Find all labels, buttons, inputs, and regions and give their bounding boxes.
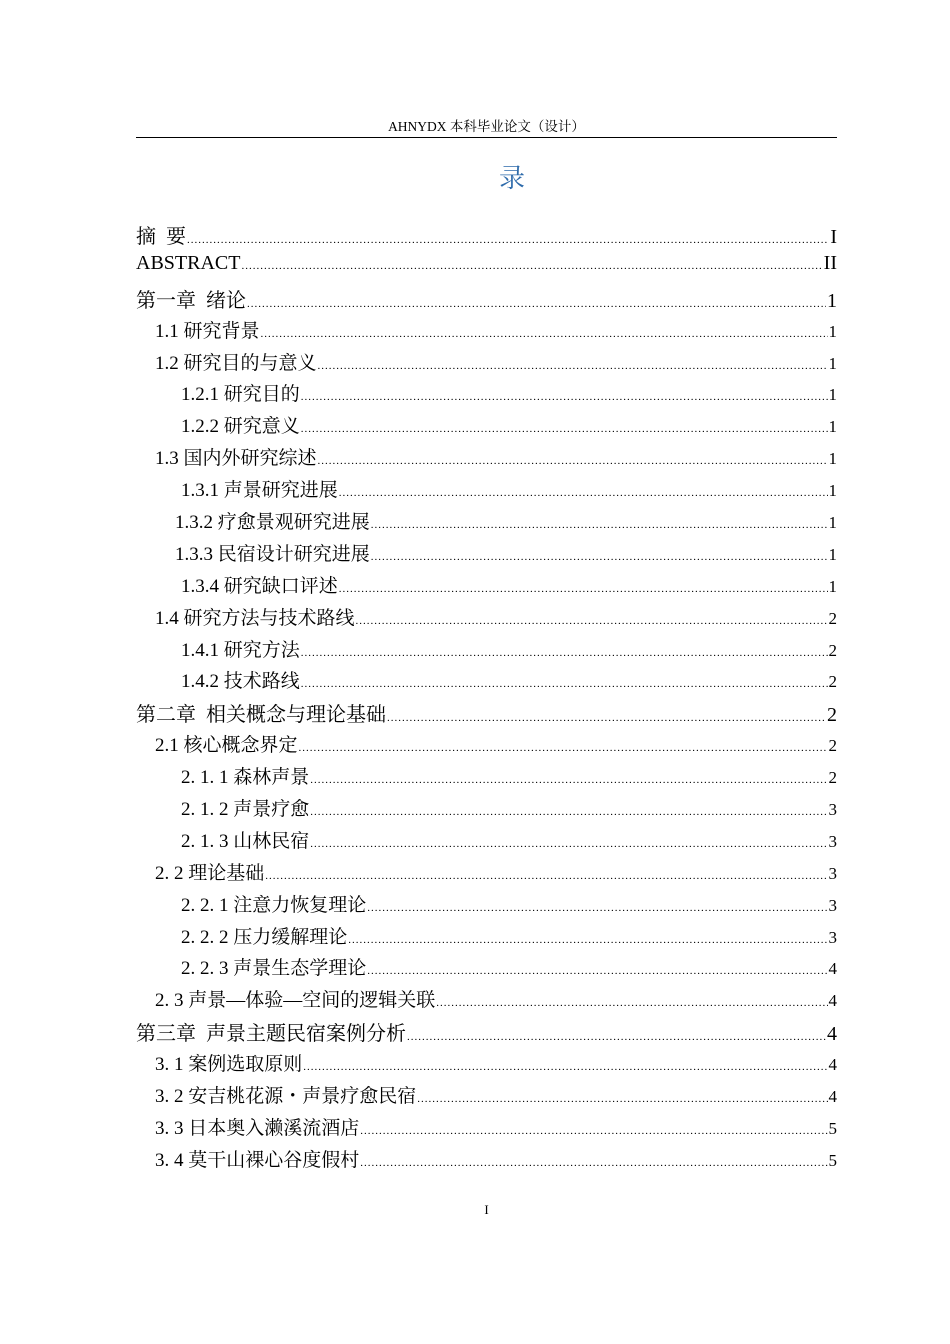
toc-entry-page: 1	[828, 513, 837, 533]
toc-entry-page: 2	[828, 640, 837, 660]
page-header: AHNYDX 本科毕业论文（设计）	[388, 119, 585, 134]
toc-entry-page: 1	[828, 417, 837, 437]
dot-leader	[247, 298, 826, 310]
toc-entry-page: 1	[828, 449, 837, 469]
toc-entry-1-3-2[interactable]	[136, 507, 837, 539]
dot-leader	[367, 965, 827, 977]
toc-entry-page: 4	[828, 1087, 837, 1107]
toc-entry-1-4[interactable]	[136, 603, 837, 635]
toc-entry-label: 1.2 研究目的与意义	[155, 352, 317, 374]
toc-entry-page: 4	[828, 959, 837, 979]
toc-entry-label: 2. 1. 2 声景疗愈	[181, 799, 310, 821]
toc-entry-label: 2. 1. 1 森林声景	[181, 767, 310, 789]
toc-entry-2-3[interactable]	[136, 985, 837, 1017]
dot-leader	[417, 1093, 827, 1105]
toc-entry-label: 1.3 国内外研究综述	[155, 448, 317, 470]
dot-leader	[360, 1157, 827, 1169]
toc-entry-1-3-4[interactable]	[136, 571, 837, 603]
dot-leader	[339, 583, 828, 595]
toc-entry-label: 摘 要	[136, 226, 186, 248]
dot-leader	[301, 647, 828, 659]
toc-entry-page: 1	[828, 576, 837, 596]
toc-entry-abstract-cn[interactable]	[136, 220, 837, 252]
dot-leader	[265, 870, 827, 882]
dot-leader	[301, 391, 828, 403]
toc-entry-label: 1.3.4 研究缺口评述	[181, 575, 338, 597]
header-rule	[136, 137, 837, 138]
toc-entry-2-2-3[interactable]	[136, 953, 837, 985]
toc-entry-chapter-2[interactable]	[136, 698, 837, 730]
dot-leader	[301, 678, 828, 690]
toc-entry-page: 1	[827, 289, 837, 312]
toc-entry-2-1[interactable]	[136, 730, 837, 762]
toc-entry-1-2-2[interactable]	[136, 411, 837, 443]
toc-entry-2-2[interactable]	[136, 858, 837, 890]
toc-entry-label: 1.3.2 疗愈景观研究进展	[175, 512, 370, 534]
dot-leader	[371, 519, 828, 531]
toc-entry-page: 3	[828, 831, 837, 851]
toc-entry-label: 2. 2. 1 注意力恢复理论	[181, 894, 367, 916]
dot-leader	[356, 615, 828, 627]
toc-entry-page: 2	[828, 768, 837, 788]
toc-entry-label: 2. 2. 2 压力缓解理论	[181, 926, 348, 948]
toc-entry-2-1-2[interactable]	[136, 794, 837, 826]
dot-leader	[348, 934, 827, 946]
toc-entry-chapter-3[interactable]	[136, 1017, 837, 1049]
toc-entry-page: 2	[828, 736, 837, 756]
toc-entry-page: 1	[828, 481, 837, 501]
dot-leader	[261, 328, 828, 340]
toc-entry-1-4-2[interactable]	[136, 666, 837, 698]
toc-entry-2-2-1[interactable]	[136, 890, 837, 922]
toc-entry-1-4-1[interactable]	[136, 635, 837, 667]
toc-entry-1-3-1[interactable]	[136, 475, 837, 507]
dot-leader	[360, 1125, 827, 1137]
toc-entry-page: II	[823, 251, 837, 274]
dot-leader	[318, 360, 828, 372]
dot-leader	[299, 742, 828, 754]
toc-entry-page: 3	[828, 863, 837, 883]
dot-leader	[436, 997, 827, 1009]
toc-entry-label: 2.1 核心概念界定	[155, 735, 298, 757]
toc-entry-label: 2. 2. 3 声景生态学理论	[181, 958, 367, 980]
toc-entry-label: 1.2.1 研究目的	[181, 384, 300, 406]
toc-entry-page: 3	[828, 800, 837, 820]
toc-entry-1-2[interactable]	[136, 348, 837, 380]
toc-entry-label: 1.4 研究方法与技术路线	[155, 607, 355, 629]
toc-entry-label: 3. 3 日本奥入濑溪流酒店	[155, 1117, 360, 1139]
toc-entry-label: 3. 2 安吉桃花源・声景疗愈民宿	[155, 1086, 417, 1108]
toc-entry-label: 1.4.1 研究方法	[181, 639, 300, 661]
toc-entry-2-2-2[interactable]	[136, 922, 837, 954]
toc-entry-label: 第三章 声景主题民宿案例分析	[136, 1023, 406, 1046]
toc-entry-label: 1.3.1 声景研究进展	[181, 480, 338, 502]
dot-leader	[310, 806, 827, 818]
toc-entry-3-1[interactable]	[136, 1049, 837, 1081]
toc-entry-page: 1	[828, 544, 837, 564]
toc-entry-page: 1	[828, 385, 837, 405]
dot-leader	[318, 455, 828, 467]
toc-entry-page: 3	[828, 927, 837, 947]
dot-leader	[339, 487, 828, 499]
toc-entry-page: 2	[827, 704, 837, 727]
toc-entry-label: 第二章 相关概念与理论基础	[136, 704, 386, 727]
toc-entry-page: 4	[828, 991, 837, 1011]
toc-entry-page: 2	[828, 672, 837, 692]
toc-entry-label: 2. 3 声景—体验—空间的逻辑关联	[155, 990, 436, 1012]
toc-entry-1-3[interactable]	[136, 443, 837, 475]
toc-entry-label: 1.2.2 研究意义	[181, 416, 300, 438]
dot-leader	[387, 712, 826, 724]
toc-entry-page: 1	[828, 321, 837, 341]
toc-entry-page: 4	[828, 1055, 837, 1075]
toc-entry-page: 5	[828, 1150, 837, 1170]
toc-entry-label: 2. 2 理论基础	[155, 862, 265, 884]
toc-entry-label: 第一章 绪论	[136, 289, 246, 312]
page-number-footer: I	[484, 1202, 489, 1217]
toc-entry-page: I	[830, 226, 837, 248]
dot-leader	[241, 260, 822, 272]
toc-entry-2-1-1[interactable]	[136, 762, 837, 794]
toc-entry-2-1-3[interactable]	[136, 826, 837, 858]
toc-entry-chapter-1[interactable]	[136, 284, 837, 316]
toc-entry-label: ABSTRACT	[136, 251, 241, 274]
toc-entry-3-3[interactable]	[136, 1113, 837, 1145]
toc-entry-1-2-1[interactable]	[136, 379, 837, 411]
toc-entry-3-2[interactable]	[136, 1081, 837, 1113]
toc-entry-page: 4	[827, 1023, 837, 1046]
toc-entry-label: 1.1 研究背景	[155, 320, 260, 342]
toc-entry-page: 3	[828, 895, 837, 915]
toc-entry-1-3-3[interactable]	[136, 539, 837, 571]
toc-entry-label: 1.4.2 技术路线	[181, 671, 300, 693]
toc-title: 录	[498, 164, 525, 193]
toc-entry-label: 2. 1. 3 山林民宿	[181, 830, 310, 852]
toc-entry-page: 1	[828, 353, 837, 373]
dot-leader	[310, 838, 827, 850]
toc-entry-label: 1.3.3 民宿设计研究进展	[175, 543, 370, 565]
dot-leader	[407, 1031, 826, 1043]
toc-entry-page: 2	[828, 608, 837, 628]
toc-entry-label: 3. 1 案例选取原则	[155, 1054, 303, 1076]
toc-entry-1-1[interactable]	[136, 316, 837, 348]
toc-entry-abstract-en[interactable]	[136, 252, 837, 284]
dot-leader	[371, 551, 828, 563]
toc-entry-label: 3. 4 莫干山裸心谷度假村	[155, 1149, 360, 1171]
dot-leader	[301, 423, 828, 435]
dot-leader	[367, 902, 827, 914]
dot-leader	[303, 1061, 827, 1073]
table-of-contents	[136, 220, 837, 1177]
dot-leader	[187, 234, 829, 246]
dot-leader	[310, 774, 827, 786]
toc-entry-3-4[interactable]	[136, 1145, 837, 1177]
toc-entry-page: 5	[828, 1118, 837, 1138]
